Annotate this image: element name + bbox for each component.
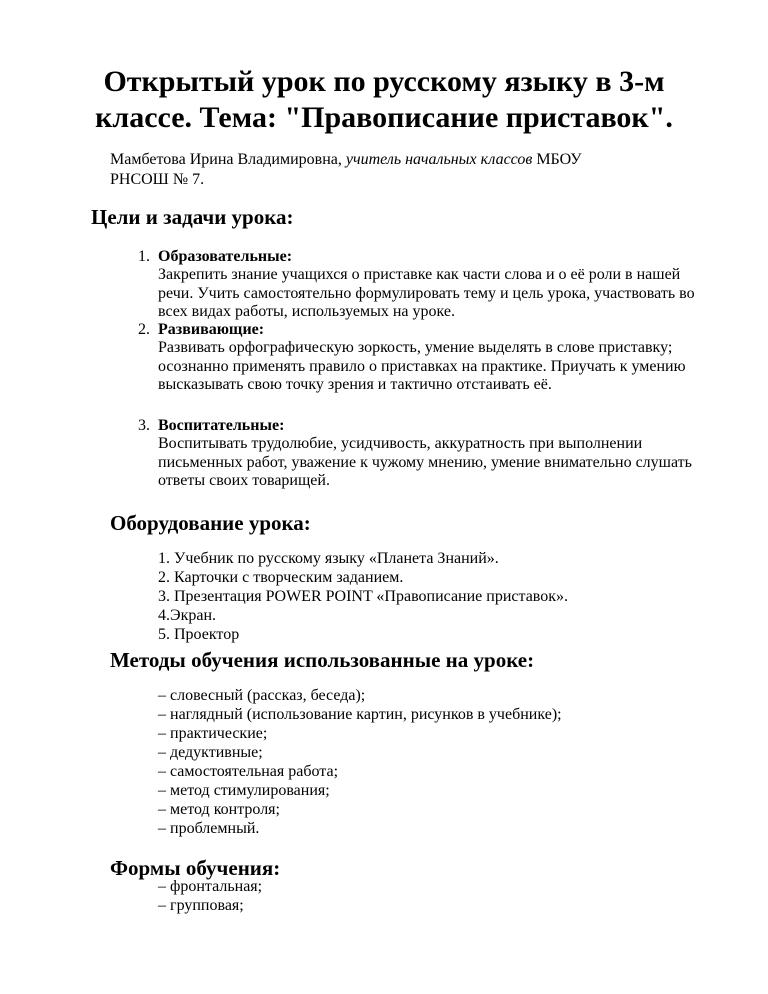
author-role: учитель начальных классов [345,151,533,168]
list-item: – фронтальная; [158,878,263,895]
list-item: – проблемный. [158,820,260,837]
page-title [40,64,728,136]
list-item: – дедуктивные; [158,744,263,761]
list-item: – наглядный (использование картин, рисунков в учебнике); [158,706,562,723]
forms-heading: Формы обучения: [110,856,281,880]
goal-number: 2. [138,321,150,338]
goal-text: Развивать орфографическую зоркость, умение выделять в слове приставку; осознанно применять правило о приставках на практике. Приучать к умению высказывать свою точку зрения и тактично отстаивать её. [158,339,686,393]
list-item: 3. Презентация POWER POINT «Правописание приставок». [158,588,569,605]
author-org: МБОУ [532,151,582,168]
methods-heading: Методы обучения использованные на уроке: [110,648,535,672]
list-item: 2. Карточки с творческим заданием. [158,569,404,586]
goal-text: Воспитывать трудолюбие, усидчивость, аккуратность при выполнении письменных работ, уважение к чужому мнению, умение внимательно слушать ответы своих товарищей. [158,435,692,489]
list-item: 4.Экран. [158,607,216,624]
list-item: 5. Проектор [158,626,240,643]
goal-heading: Образовательные: [158,248,293,265]
list-item: 1. Учебник по русскому языку «Планета Знаний». [158,550,499,567]
list-item: – самостоятельная работа; [158,763,339,780]
author-name: Мамбетова Ирина Владимировна, [110,151,346,168]
goal-number: 1. [138,248,150,265]
author-org-2: РНСОШ № 7. [110,171,205,188]
goal-number: 3. [138,417,150,434]
goal-text: Закрепить знание учащихся о приставке как части слова и о её роли в нашей речи. Учить самостоятельно формулировать тему и цель урока, участвовать во всех видах работы, используемых на уроке. [158,266,695,320]
goal-heading: Воспитательные: [158,417,285,434]
title-line-1: Открытый урок по русскому языку в 3-м [103,65,665,98]
list-item: – практические; [158,725,268,742]
list-item: – метод стимулирования; [158,782,330,799]
list-item: – групповая; [158,897,244,914]
goals-heading: Цели и задачи урока: [91,205,294,229]
title-line-2: классе. Тема: "Правописание приставок". [95,101,673,134]
list-item: – словесный (рассказ, беседа); [158,687,366,704]
goal-heading: Развивающие: [158,321,265,338]
equipment-heading: Оборудование урока: [110,511,311,535]
list-item: – метод контроля; [158,801,280,818]
author-info [110,150,670,190]
